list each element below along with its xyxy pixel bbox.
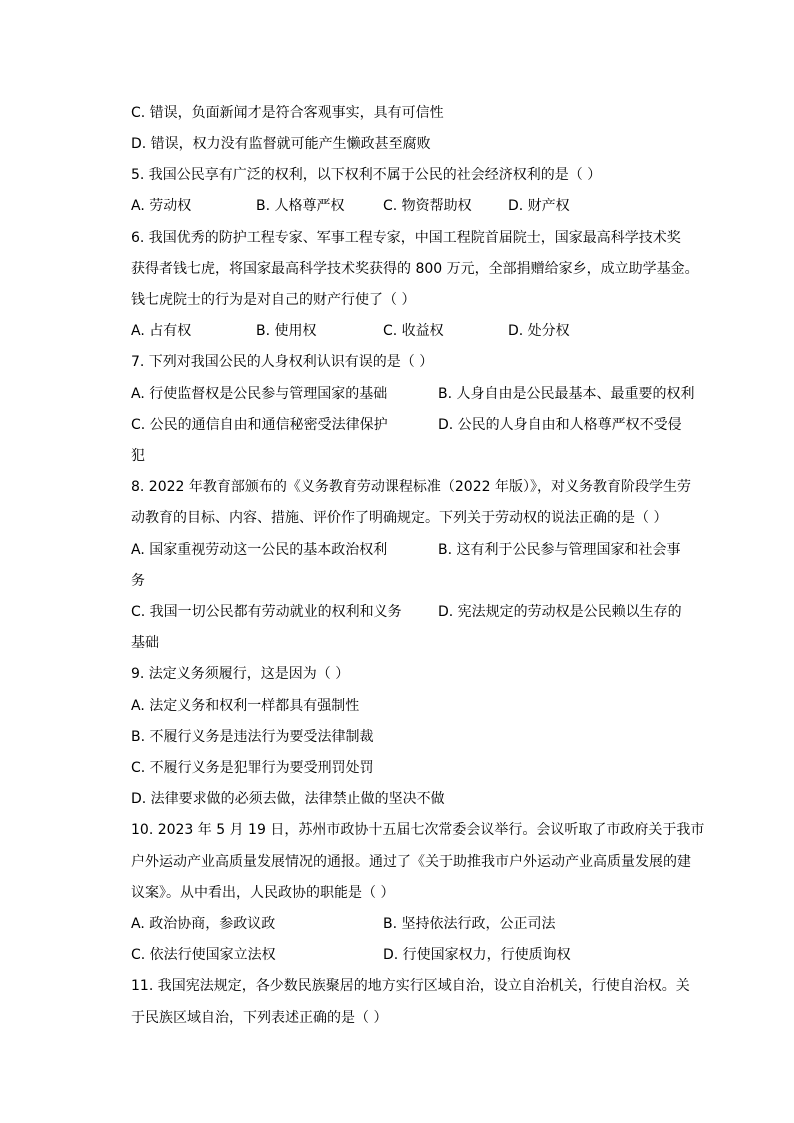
q8-option-c: C. 我国一切公民都有劳动就业的权利和义务	[131, 604, 402, 620]
q11-stem-line1: 11. 我国宪法规定，各少数民族聚居的地方实行区域自治，设立自治机关，行使自治权。关	[131, 978, 690, 994]
q4-option-c: C. 错误，负面新闻才是符合客观事实，具有可信性	[131, 105, 444, 121]
q7-option-b: B. 人身自由是公民最基本、最重要的权利	[438, 386, 695, 402]
q4-option-d: D. 错误，权力没有监督就可能产生懒政甚至腐败	[131, 136, 431, 152]
q9-option-b: B. 不履行义务是违法行为要受法律制裁	[131, 729, 374, 745]
q8-option-a: A. 国家重视劳动这一公民的基本政治权利	[131, 542, 388, 558]
q8-option-b-wrap: 务	[131, 573, 145, 589]
q5-stem: 5. 我国公民享有广泛的权利，以下权利不属于公民的社会经济权利的是（ ）	[131, 167, 602, 183]
q8-option-b: B. 这有利于公民参与管理国家和社会事	[438, 542, 681, 558]
q6-option-a: A. 占有权	[131, 323, 192, 339]
q7-option-d-wrap: 犯	[131, 448, 145, 464]
q6-stem-line2: 获得者钱七虎，将国家最高科学技术奖获得的 800 万元，全部捐赠给家乡，成立助学基金。	[131, 261, 699, 277]
q5-option-a: A. 劳动权	[131, 198, 192, 214]
q10-option-c: C. 依法行使国家立法权	[131, 947, 276, 963]
q5-option-d: D. 财产权	[508, 198, 570, 214]
q6-option-b: B. 使用权	[256, 323, 317, 339]
q10-option-a: A. 政治协商，参政议政	[131, 916, 276, 932]
q6-option-c: C. 收益权	[383, 323, 444, 339]
q6-stem-line1: 6. 我国优秀的防护工程专家、军事工程专家，中国工程院首届院士，国家最高科学技术奖	[131, 230, 681, 246]
q7-option-c: C. 公民的通信自由和通信秘密受法律保护	[131, 417, 388, 433]
q8-option-d-wrap: 基础	[131, 635, 159, 651]
q9-option-c: C. 不履行义务是犯罪行为要受刑罚处罚	[131, 760, 374, 776]
q7-option-a: A. 行使监督权是公民参与管理国家的基础	[131, 386, 388, 402]
q10-stem-line3: 议案》。从中看出，人民政协的职能是（ ）	[131, 885, 395, 901]
q9-stem: 9. 法定义务须履行，这是因为（ ）	[131, 666, 350, 682]
q9-option-a: A. 法定义务和权利一样都具有强制性	[131, 698, 360, 714]
q10-option-d: D. 行使国家权力，行使质询权	[383, 947, 571, 963]
q6-option-d: D. 处分权	[508, 323, 570, 339]
q8-option-d: D. 宪法规定的劳动权是公民赖以生存的	[438, 604, 682, 620]
q10-stem-line2: 户外运动产业高质量发展情况的通报。通过了《关于助推我市户外运动产业高质量发展的建	[131, 854, 691, 870]
q5-option-b: B. 人格尊严权	[256, 198, 345, 214]
q5-option-c: C. 物资帮助权	[383, 198, 472, 214]
q7-stem: 7. 下列对我国公民的人身权利认识有误的是（ ）	[131, 354, 434, 370]
q6-stem-line3: 钱七虎院士的行为是对自己的财产行使了（ ）	[131, 292, 416, 308]
q11-stem-line2: 于民族区域自治，下列表述正确的是（ ）	[131, 1010, 388, 1026]
q8-stem-line2: 动教育的目标、内容、措施、评价作了明确规定。下列关于劳动权的说法正确的是（ ）	[131, 510, 668, 526]
q9-option-d: D. 法律要求做的必须去做，法律禁止做的坚决不做	[131, 791, 445, 807]
q7-option-d: D. 公民的人身自由和人格尊严权不受侵	[438, 417, 682, 433]
q8-stem-line1: 8. 2022 年教育部颁布的《义务教育劳动课程标准（2022 年版）》，对义务教育阶段学生劳	[131, 479, 691, 495]
q10-option-b: B. 坚持依法行政，公正司法	[383, 916, 556, 932]
q10-stem-line1: 10. 2023 年 5 月 19 日，苏州市政协十五届七次常委会议举行。会议听取了市政府关于我市	[131, 822, 705, 838]
